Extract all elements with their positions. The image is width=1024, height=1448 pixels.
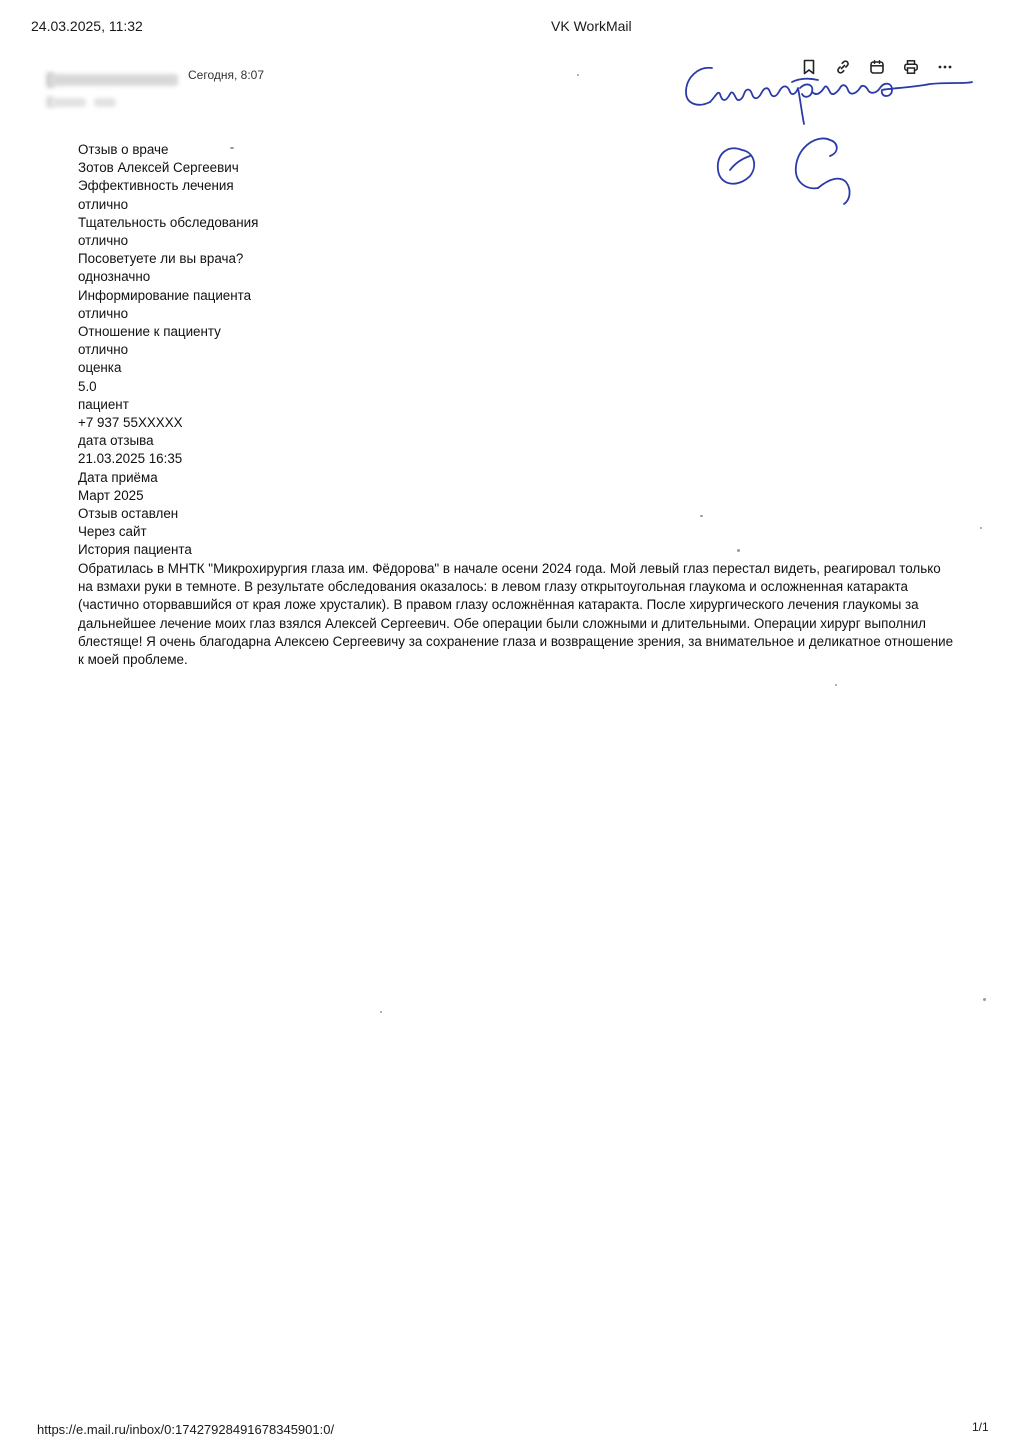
field-value: отлично [78, 342, 129, 358]
patient-phone: +7 937 55XXXXX [78, 415, 183, 431]
patient-history-text: Обратилась в МНТК "Микрохирургия глаза им. Фёдорова" в начале осени 2024 года. Мой левый глаз перестал видеть, реагировал только на взмахи руки в темноте. В результате обследования оказалось: в левом глазу открытоугольная глаукома и осложненная катаракта (частично оторвавшийся от края ложе хрусталик). В правом глазу осложнённая катаракта. После хирургического лечения глаукомы за дальнейшее лечение моих глаз взялся Алексей Сергеевич. Обе операции были сложными и длительными. Операции хирург выполнил блестяще! Я очень благодарна Алексею Сергеевичу за сохранение глаза и возвращение зрения, за внимательное и деликатное отношение к моей проблеме. [78, 560, 954, 668]
field-value: отлично [78, 305, 129, 321]
field-label: дата отзыва [78, 433, 154, 449]
print-footer-url: https://e.mail.ru/inbox/0:17427928491678345901:0/ [37, 1422, 335, 1437]
scan-speck [380, 1011, 382, 1013]
sender-avatar-blurred[interactable] [46, 68, 186, 116]
field-value: 21.03.2025 16:35 [78, 451, 183, 467]
field-value: Март 2025 [78, 487, 144, 503]
scan-speck [835, 684, 837, 686]
field-label: Информирование пациента [78, 287, 252, 303]
scan-speck [983, 998, 986, 1001]
print-app-title: VK WorkMail [551, 18, 632, 34]
received-time: Сегодня, 8:07 [188, 68, 265, 82]
scan-speck [230, 147, 234, 149]
field-value: отлично [78, 233, 129, 249]
doctor-name: Зотов Алексей Сергеевич [78, 160, 239, 176]
field-label: Отношение к пациенту [78, 324, 221, 340]
field-value: отлично [78, 196, 129, 212]
field-label: оценка [78, 360, 122, 376]
scan-speck [980, 527, 982, 529]
history-label: История пациента [78, 542, 192, 558]
print-datetime: 24.03.2025, 11:32 [31, 18, 143, 34]
field-label: Тщательность обследования [78, 214, 259, 230]
field-label: Отзыв оставлен [78, 506, 179, 522]
field-value: 5.0 [78, 378, 97, 394]
field-value: однозначно [78, 269, 151, 285]
field-value: Через сайт [78, 524, 147, 540]
scan-speck [700, 515, 703, 517]
scan-speck [737, 549, 740, 552]
field-label: Эффективность лечения [78, 178, 234, 194]
print-page-number: 1/1 [972, 1420, 989, 1434]
message-body [78, 141, 958, 669]
scan-speck [577, 74, 579, 76]
field-label: Посоветуете ли вы врача? [78, 251, 244, 267]
field-label: пациент [78, 396, 129, 412]
review-title: Отзыв о враче [78, 142, 169, 157]
field-label: Дата приёма [78, 469, 158, 485]
